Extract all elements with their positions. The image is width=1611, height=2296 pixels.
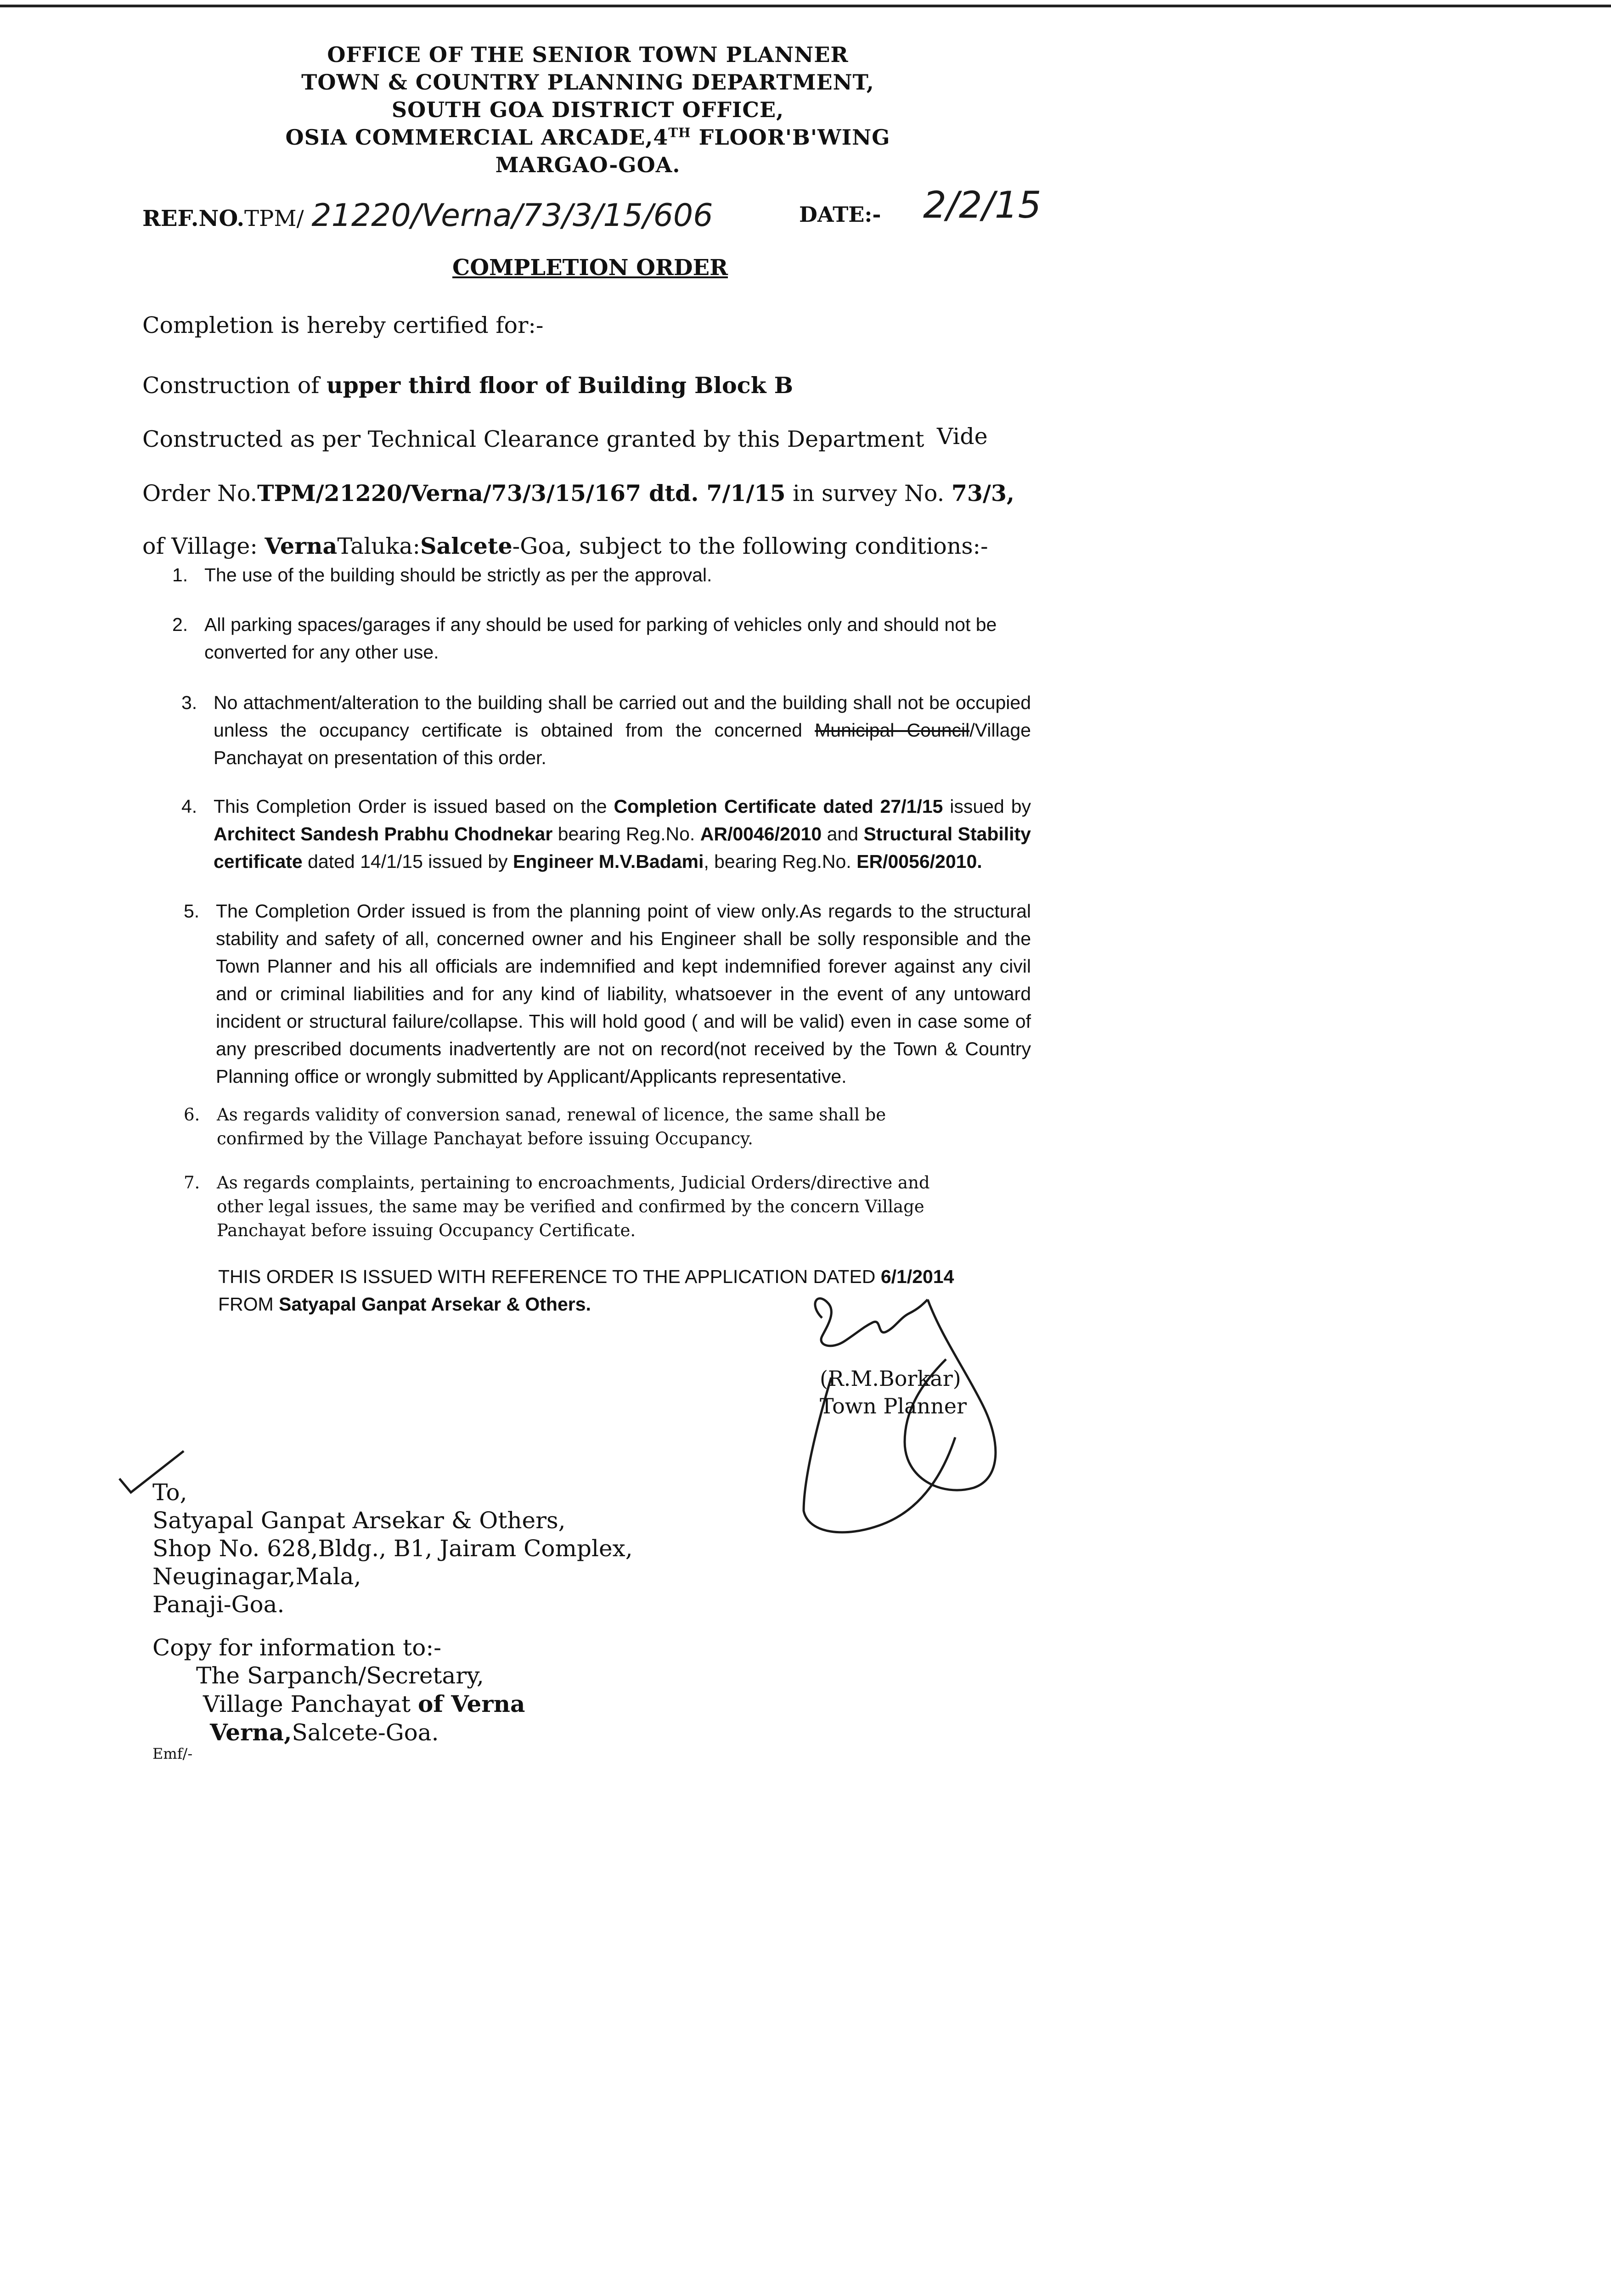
document-title: COMPLETION ORDER xyxy=(452,255,728,281)
addressee-city: Panaji-Goa. xyxy=(152,1591,285,1618)
condition-1: 1. The use of the building should be strictly as per the approval. xyxy=(172,564,712,585)
condition-2: 2. All parking spaces/garages if any should be used for parking of vehicles only and should not be converted for any other use. xyxy=(172,614,997,663)
signatory-name: (R.M.Borkar) xyxy=(820,1366,961,1391)
construction-line: Construction of upper third floor of Building Block B xyxy=(142,372,793,399)
department-name: TOWN & COUNTRY PLANNING DEPARTMENT, xyxy=(301,70,874,95)
vide-label: Vide xyxy=(937,423,988,450)
condition-6: 6. As regards validity of conversion sanad, renewal of licence, the same shall be confirmed by the Village Panchayat before issuing Occupancy. xyxy=(184,1105,886,1148)
office-city: MARGAO-GOA. xyxy=(495,152,681,177)
date-label: DATE:- xyxy=(799,202,881,227)
addressee-locality: Neuginagar,Mala, xyxy=(152,1563,361,1590)
copy-block xyxy=(152,1634,841,1747)
condition-3: 3. No attachment/alteration to the building shall be carried out and the building shall not be occupied unless the occupancy certificate is obtained from the concerned Municipal Council/Village Panchayat on presentation of this order. xyxy=(181,692,1031,768)
addressee-shop: Shop No. 628,Bldg., B1, Jairam Complex, xyxy=(152,1535,633,1562)
office-name: OFFICE OF THE SENIOR TOWN PLANNER xyxy=(327,42,849,67)
district-office: SOUTH GOA DISTRICT OFFICE, xyxy=(391,97,784,122)
footer-code: Emf/- xyxy=(152,1745,193,1762)
handwritten-date: 2/2/15 xyxy=(923,184,1042,226)
certified-line: Completion is hereby certified for:- xyxy=(142,312,544,338)
application-reference: THIS ORDER IS ISSUED WITH REFERENCE TO THE APPLICATION DATED 6/1/2014 xyxy=(218,1266,954,1287)
copy-label: Copy for information to:- xyxy=(152,1634,442,1661)
order-line: Order No.TPM/21220/Verna/73/3/15/167 dtd. 7/1/15 in survey No. 73/3, xyxy=(142,480,1014,506)
addressee-name: Satyapal Ganpat Arsekar & Others, xyxy=(152,1507,566,1534)
condition-7: 7. As regards complaints, pertaining to encroachments, Judicial Orders/directive and other legal issues, the same may be verified and confirmed by the concern Village Panchayat before issuing Occupancy Certificate. xyxy=(184,1173,930,1240)
reference-number: REF.NO.TPM/ 21220/Verna/73/3/15/606 xyxy=(142,197,713,234)
village-line: of Village: VernaTaluka:Salcete-Goa, subject to the following conditions:- xyxy=(142,533,988,559)
handwritten-ref: 21220/Verna/73/3/15/606 xyxy=(311,197,713,234)
technical-clearance-line: Constructed as per Technical Clearance granted by this Department xyxy=(142,426,924,452)
addressee-block xyxy=(152,1479,841,1619)
copy-recipient: The Sarpanch/Secretary, xyxy=(196,1662,484,1689)
copy-location: Verna,Salcete-Goa. xyxy=(210,1719,439,1746)
office-address: OSIA COMMERCIAL ARCADE,4TH FLOOR'B'WING xyxy=(285,125,890,150)
applicant-reference: FROM Satyapal Ganpat Arsekar & Others. xyxy=(218,1294,591,1315)
signatory-designation: Town Planner xyxy=(820,1394,967,1418)
condition-5: 5. The Completion Order issued is from the planning point of view only.As regards to the structural stability and safety of all, concerned owner and his Engineer shall be solly responsible and the Town Planner and his all officials are indemnified and kept indemnified forever against any civil and or criminal liabilities and for any kind of liability, whatsoever in the event of any untoward incident or structural failure/collapse. This will hold good ( and will be valid) even in case some of any prescribed documents inadvertently are not on record(not received by the Town & Country Planning office or wrongly submitted by Applicant/Applicants representative. xyxy=(184,900,1031,1087)
copy-panchayat: Village Panchayat of Verna xyxy=(203,1690,525,1717)
condition-4: 4. This Completion Order is issued based on the Completion Certificate dated 27/1/15 issued by Architect Sandesh Prabhu Chodnekar bearing Reg.No. AR/0046/2010 and Structural Stability certificate dated 14/1/15 issued by Engineer M.V.Badami, bearing Reg.No. ER/0056/2010. xyxy=(181,796,1031,872)
to-label: To, xyxy=(152,1479,187,1506)
top-border-line xyxy=(0,5,1611,7)
